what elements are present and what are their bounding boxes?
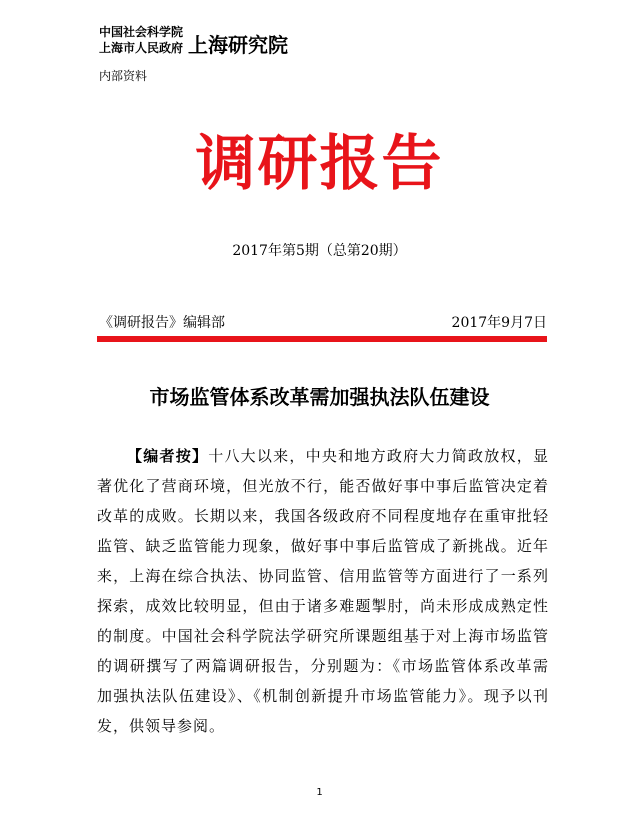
article-title: 市场监管体系改革需加强执法队伍建设 <box>149 385 490 409</box>
editor-note-body: 十八大以来，中央和地方政府大力简政放权，显著优化了营商环境，但光放不行，能否做好事中事后监管决定着改革的成败。长期以来，我国各级政府不同程度地存在重审批轻监管、缺乏监管能力现象，做好事中事后监管成了新挑战。近年来，上海在综合执法、协同监管、信用监管等方面进行了一系列探索，成效比较明显，但由于诸多难题掣肘，尚未形成成熟定性的制度。中国社会科学院法学研究所课题组基于对上海市场监管的调研撰写了两篇调研报告，分别题为：《市场监管体系改革需加强执法队伍建设》、《机制创新提升市场监管能力》。现予以刊发，供领导参阅。 <box>97 447 549 735</box>
editor-note <box>97 441 549 741</box>
publish-date: 2017年9月7日 <box>451 315 547 331</box>
page-number: 1 <box>316 787 323 798</box>
sponsor-orgs <box>99 24 183 56</box>
report-title: 调研报告 <box>195 129 444 199</box>
org-shanghai-gov: 上海市人民政府 <box>99 41 184 55</box>
org-cass: 中国社会科学院 <box>99 25 184 39</box>
classification-label: 内部资料 <box>99 69 148 83</box>
institute-logo <box>99 22 288 58</box>
editorial-department: 《调研报告》编辑部 <box>99 315 225 331</box>
red-divider <box>97 336 547 342</box>
institute-name: 上海研究院 <box>188 33 289 57</box>
issue-number: 2017年第5期（总第20期） <box>232 243 407 259</box>
editor-note-label: 【编者按】 <box>127 447 209 465</box>
